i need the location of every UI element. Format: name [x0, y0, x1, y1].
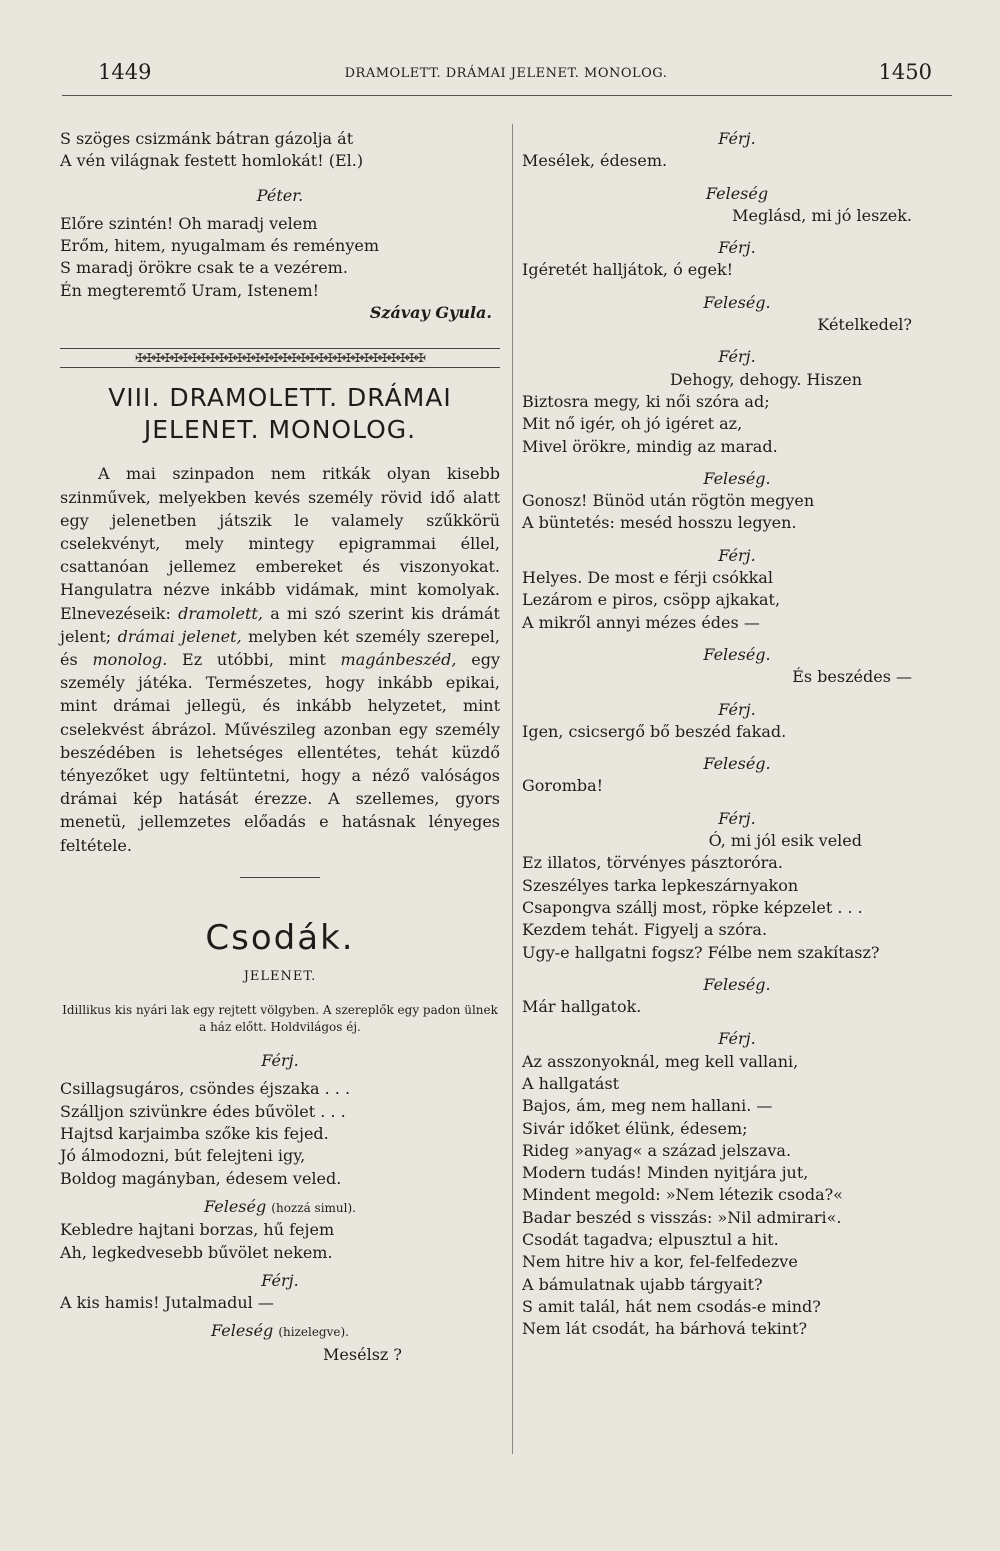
speaker-name: Férj. [261, 1051, 299, 1071]
verse-line: Én megteremtő Uram, Istenem! [60, 280, 320, 300]
verse-line: Ugy-e hallgatni fogsz? Félbe nem szakítasz? [522, 942, 880, 962]
verse-line: Mivel örökre, mindig az marad. [522, 436, 778, 456]
verse-line: A mikről annyi mézes édes — [522, 612, 760, 632]
verse-line: Jó álmodozni, bút felejteni igy, [60, 1146, 306, 1166]
verse-line: Kebledre hajtani borzas, hű fejem [60, 1220, 335, 1240]
verse-line: És beszédes — [792, 667, 912, 687]
verse-line: S szöges csizmánk bátran gázolja át [60, 129, 354, 148]
play-subtitle: JELENET. [243, 968, 317, 984]
verse-line: Csapongva szállj most, röpke képzelet . . . [522, 897, 863, 917]
verse-line: Helyes. De most e férji csókkal [522, 568, 773, 588]
speaker-name: Férj. [718, 699, 756, 719]
speaker-name: Feleség (hizelegve). [211, 1321, 349, 1341]
verse-line: Az asszonyoknál, meg kell vallani, [522, 1051, 799, 1071]
verse-line: Mesélsz ? [323, 1344, 402, 1364]
verse-line: Csodát tagadva; elpusztul a hit. [522, 1230, 779, 1250]
verse-line: Erőm, hitem, nyugalmam és reményem [60, 236, 379, 256]
short-rule [240, 877, 320, 878]
speaker-name: Feleség. [703, 754, 771, 774]
verse-line: S amit talál, hát nem csodás-e mind? [522, 1296, 821, 1316]
verse-line: Bajos, ám, meg nem hallani. — [522, 1096, 773, 1116]
right-page-number: 1450 [878, 60, 932, 84]
verse-line: Már hallgatok. [522, 997, 642, 1017]
verse-line: S maradj örökre csak te a vezérem. [60, 258, 348, 278]
speaker-name: Feleség. [703, 292, 771, 312]
verse-line: Ó, mi jól esik veled [708, 831, 862, 851]
verse-line: Mesélek, édesem. [522, 151, 668, 171]
verse-line: Kezdem tehát. Figyelj a szóra. [522, 920, 768, 940]
ornamental-divider: ✠✠✠✠✠✠✠✠✠✠✠✠✠✠✠✠✠✠✠✠✠✠✠✠✠✠✠✠✠✠✠✠ [60, 348, 500, 368]
speaker-name: Feleség (hozzá simul). [204, 1196, 356, 1216]
verse-line: Biztosra megy, ki női szóra ad; [522, 391, 770, 411]
left-page-number: 1449 [98, 60, 152, 84]
right-column [522, 128, 952, 1341]
verse-line: A kis hamis! Jutalmadul — [60, 1293, 274, 1313]
verse-line: A hallgatást [522, 1073, 620, 1093]
verse-line: A vén világnak festett homlokát! (El.) [60, 151, 364, 171]
verse-line: Mindent megold: »Nem létezik csoda?« [522, 1185, 843, 1205]
verse-line: Gonosz! Bünöd után rögtön megyen [522, 491, 815, 511]
speaker-name: Férj. [261, 1270, 299, 1290]
verse-line: Rideg »anyag« a század jelszava. [522, 1140, 792, 1160]
verse-line: Ez illatos, törvényes pásztoróra. [522, 853, 783, 873]
verse-line: Nem hitre hiv a kor, fel-felfedezve [522, 1252, 798, 1272]
verse-line: Badar beszéd s visszás: »Nil admirari«. [522, 1207, 842, 1227]
speaker-name: Férj. [718, 1029, 756, 1049]
speaker-name: Feleség. [703, 644, 771, 664]
speaker-name: Férj. [718, 545, 756, 565]
page-header [60, 58, 952, 90]
verse-line: Ah, legkedvesebb bűvölet nekem. [60, 1242, 333, 1262]
verse-line: Lezárom e piros, csöpp ajkakat, [522, 590, 781, 610]
verse-line: Hajtsd karjaimba szőke kis fejed. [60, 1124, 329, 1144]
verse-line: Meglásd, mi jó leszek. [732, 205, 912, 225]
verse-line: A bámulatnak ujabb tárgyait? [522, 1274, 763, 1294]
verse-line: A büntetés: meséd hosszu legyen. [522, 513, 797, 533]
column-divider [512, 124, 513, 1454]
speaker-name: Férj. [718, 808, 756, 828]
verse-line: Igéretét halljátok, ó egek! [522, 260, 734, 280]
verse-line: Goromba! [522, 776, 604, 796]
verse-line: Sivár időket élünk, édesem; [522, 1118, 748, 1138]
verse-line: Dehogy, dehogy. Hiszen [669, 369, 862, 389]
verse-line: Igen, csicsergő bő beszéd fakad. [522, 721, 787, 741]
intro-paragraph: A mai szinpadon nem ritkák olyan kisebb szinművek, melyekben kevés személy rövid idő alatt egy jelenetben játszik le valamely szűkkörü cselekvényt, mely mintegy epigrammai éllel, csattanóan jellemez embereket és viszonyokat. Hangulatra nézve inkább vidámak, mint komolyak. Elnevezéseik: dramolett, a mi szó szerint kis drámát jelent; drámai jelenet, melyben két személy szerepel, és monolog. Ez utóbbi, mint magánbeszéd, egy személy játéka. Természetes, hogy inkább epikai, mint drámai jellegü, és inkább helyzetet, mint cselekvést ábrázol. Művészileg azonban egy személy beszédében is lehetséges ellentétes, tehát küzdő tényezőket ugy feltüntetni, hogy a néző valóságos drámai kép hatását érezze. A szellemes, gyors menetü, jellemzetes előadás e hatásnak lényeges feltétele. [60, 464, 501, 855]
speaker-name: Feleség [705, 183, 769, 203]
verse-line: Kételkedel? [817, 315, 912, 335]
author-signature: Szávay Gyula. [369, 303, 492, 323]
verse-line: Csillagsugáros, csöndes éjszaka . . . [60, 1079, 351, 1099]
speaker-name: Feleség. [703, 974, 771, 994]
verse-line: Modern tudás! Minden nyitjára jut, [522, 1163, 809, 1183]
verse-line: Nem lát csodát, ha bárhová tekint? [522, 1319, 808, 1339]
speaker-name: Péter. [256, 185, 304, 205]
header-rule [62, 95, 952, 96]
running-title: DRAMOLETT. DRÁMAI JELENET. MONOLOG. [344, 66, 668, 81]
stage-direction: Idillikus kis nyári lak egy rejtett völgyben. A szereplők egy padon ülnek a ház előtt. Holdvilágos éj. [62, 1003, 498, 1035]
verse-line: Boldog magányban, édesem veled. [60, 1168, 342, 1188]
speaker-name: Feleség. [703, 468, 771, 488]
speaker-name: Férj. [718, 347, 756, 367]
play-title: Csodák. [205, 917, 355, 958]
verse-line: Előre szintén! Oh maradj velem [60, 213, 318, 233]
verse-line: Szálljon szivünkre édes bűvölet . . . [60, 1101, 346, 1121]
verse-line: Mit nő igér, oh jó igéret az, [522, 414, 743, 434]
section-title: VIII. DRAMOLETT. DRÁMAI JELENET. MONOLOG. [108, 383, 452, 445]
left-column [60, 128, 500, 1366]
speaker-name: Férj. [718, 129, 756, 148]
verse-line: Szeszélyes tarka lepkeszárnyakon [522, 875, 799, 895]
speaker-name: Férj. [718, 238, 756, 258]
